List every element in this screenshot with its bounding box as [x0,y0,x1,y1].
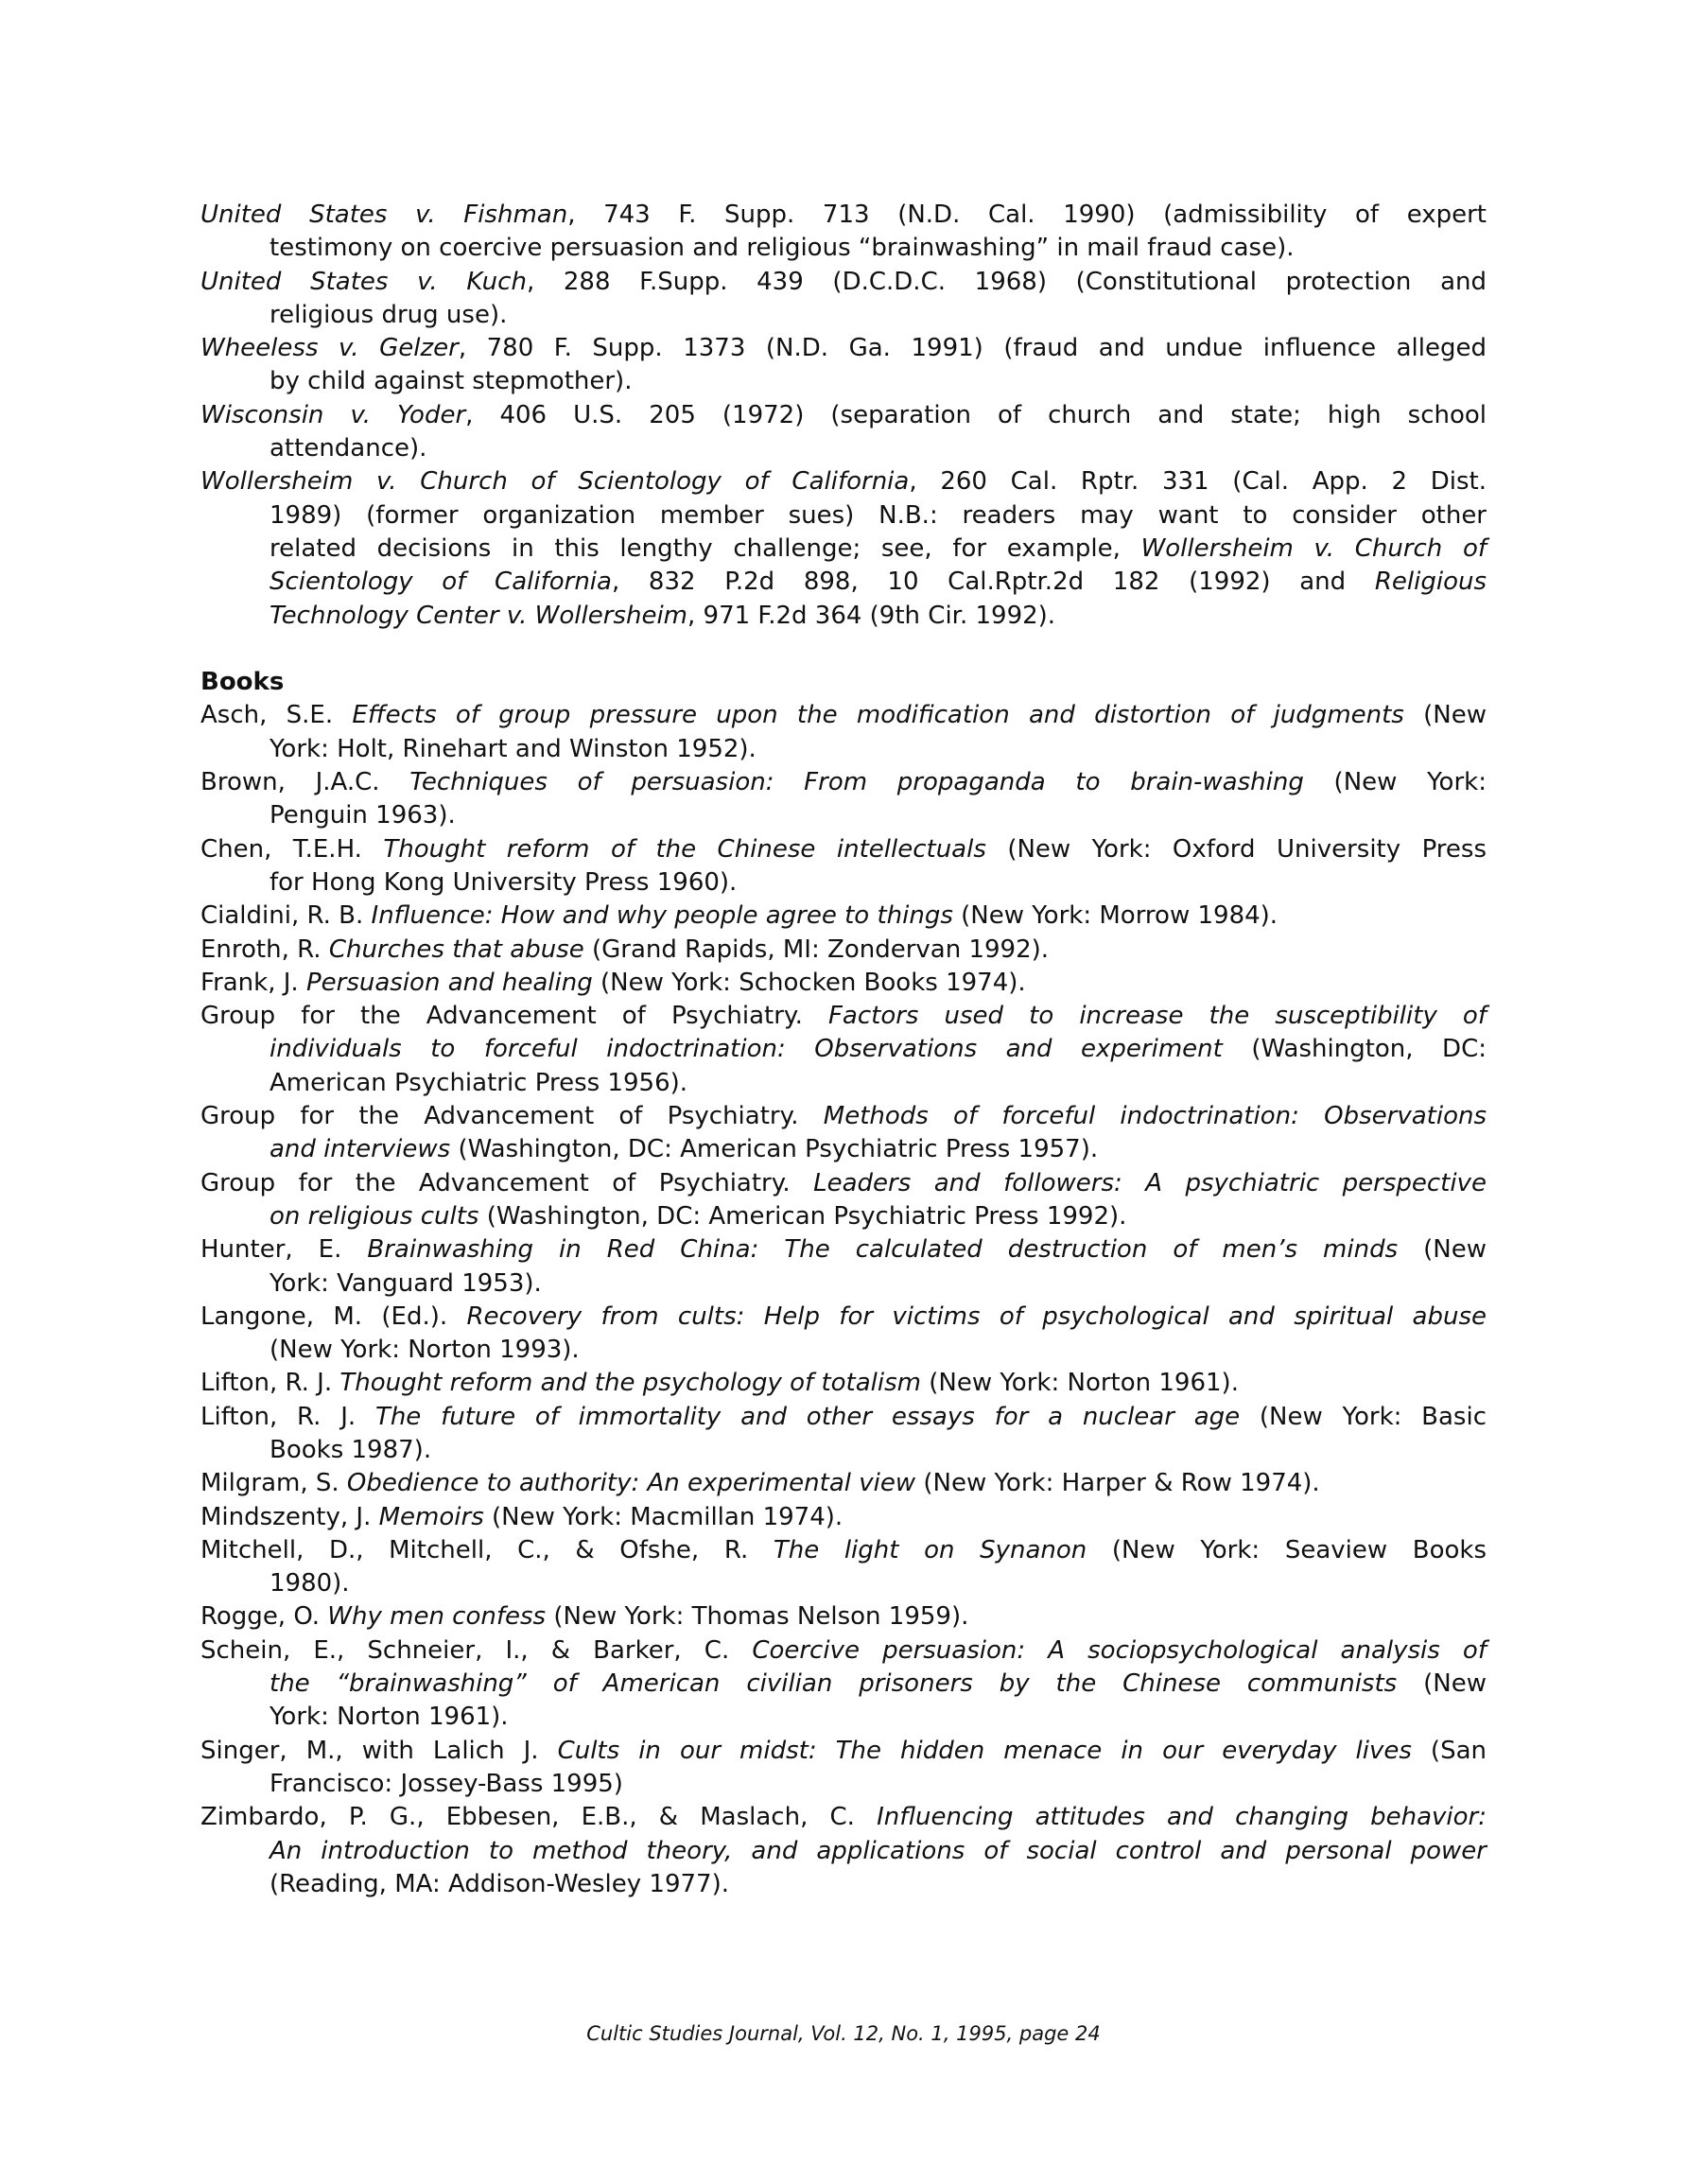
citation-text: Singer, M., with Lalich J. [200,1736,558,1765]
citation-text: (New York: Harper & Row 1974). [915,1469,1320,1498]
book-citation-entry [200,1000,1487,1100]
entry-line [200,199,1487,232]
citation-text: , 832 P.2d 898, 10 Cal.Rptr.2d 182 (1992) and [611,568,1375,597]
citation-text: Mitchell, D., Mitchell, C., & Ofshe, R. [200,1535,774,1564]
citation-text: (New York: Basic [1240,1402,1487,1431]
book-citation-entry [200,699,1487,766]
italic-title-text: Techniques of persuasion: From propaganda to brain-washing [409,768,1304,797]
entry-line [200,900,1487,933]
book-citation-entry [200,1233,1487,1301]
entry-line [200,766,1487,799]
entry-line [200,1868,1487,1901]
italic-title-text: Why men confess [327,1602,547,1632]
citation-text: Schein, E., Schneier, I., & Barker, C. [200,1635,753,1665]
entry-line [200,1835,1487,1868]
italic-title-text: Thought reform and the psychology of totalism [339,1369,921,1398]
citation-text: (Grand Rapids, MI: Zondervan 1992). [583,935,1050,964]
italic-title-text: Persuasion and healing [305,968,593,997]
italic-title-text: The light on Synanon [773,1535,1087,1564]
citation-text: (New York: Oxford University Press [985,834,1487,864]
italic-title-text: Wollersheim v. Church of Scientology of California [200,467,910,497]
entry-line [200,733,1487,766]
citation-text: (San [1411,1736,1487,1765]
entry-line [200,1067,1487,1100]
italic-title-text: the “brainwashing” of American civilian prisoners by the Chinese communists [270,1669,1398,1699]
italic-title-text: The future of immortality and other essays for a nuclear age [374,1402,1241,1431]
citation-text: Langone, M. (Ed.). [200,1302,467,1331]
italic-title-text: and interviews [270,1135,451,1164]
citation-text: attendance). [270,434,427,463]
entry-line [200,1600,1487,1634]
case-citation-entry [200,199,1487,266]
entry-line [200,266,1487,299]
book-citation-entry [200,1467,1487,1500]
entry-line [200,1534,1487,1567]
entry-line [200,1735,1487,1768]
citation-text: , 743 F. Supp. 713 (N.D. Cal. 1990) (admissibility of expert [567,201,1487,229]
entry-line [200,1434,1487,1467]
entry-line [200,866,1487,900]
case-citation-entry [200,399,1487,466]
book-citation-entry [200,1600,1487,1634]
citation-text: (Washington, DC: American Psychiatric Press 1957). [450,1135,1099,1164]
book-citation-entry [200,1534,1487,1601]
legal-cases-list [200,199,1487,633]
italic-title-text: Obedience to authority: An experimental view [346,1469,916,1498]
book-citation-entry [200,1634,1487,1735]
italic-title-text: Wollersheim v. Church of [1140,533,1487,563]
entry-line [200,1200,1487,1233]
italic-title-text: Technology Center v. Wollersheim [270,601,687,630]
entry-line [200,1567,1487,1600]
case-citation-entry [200,332,1487,399]
citation-text: , 288 F.Supp. 439 (D.C.D.C. 1968) (Constitutional protection and [526,267,1487,296]
citation-text: Rogge, O. [200,1602,328,1632]
citation-text: (New York: Norton 1961). [921,1369,1239,1398]
book-citation-entry [200,1367,1487,1400]
entry-line [200,299,1487,332]
italic-title-text: Wheeless v. Gelzer [200,334,459,363]
entry-line [200,1668,1487,1701]
entry-line [200,399,1487,432]
citation-text: Lifton, R. J. [200,1369,340,1398]
italic-title-text: Leaders and followers: A psychiatric perspective [813,1168,1487,1197]
italic-title-text: Recovery from cults: Help for victims of psychological and spiritual abuse [466,1302,1487,1331]
citation-text: Brown, J.A.C. [200,768,410,797]
italic-title-text: An introduction to method theory, and applications of social control and personal power [270,1836,1487,1865]
entry-line [200,1233,1487,1267]
citation-text: (New York: Thomas Nelson 1959). [546,1602,969,1632]
book-citation-entry [200,1801,1487,1901]
entry-line [200,699,1487,732]
bibliography-content [200,199,1487,1901]
entry-line [200,1100,1487,1133]
citation-text: Books 1987). [270,1435,432,1464]
entry-line [200,1334,1487,1367]
italic-title-text: Cults in our midst: The hidden menace in our everyday lives [557,1736,1412,1765]
entry-line [200,232,1487,265]
citation-text: , 971 F.2d 364 (9th Cir. 1992). [687,601,1056,630]
italic-title-text: Memoirs [378,1502,484,1531]
citation-text: Cialdini, R. B. [200,901,372,931]
citation-text: , 780 F. Supp. 1373 (N.D. Ga. 1991) (fraud and undue influence alleged [458,334,1487,363]
citation-text: testimony on coercive persuasion and religious “brainwashing” in mail fraud case). [270,234,1295,263]
book-citation-entry [200,1100,1487,1167]
citation-text: (New [1398,1235,1487,1265]
italic-title-text: Influencing attitudes and changing behavior: [877,1803,1487,1832]
citation-text: (New [1397,1669,1487,1699]
citation-text: 1980). [270,1569,350,1599]
books-section-heading: Books [200,668,285,697]
entry-line [200,1701,1487,1734]
citation-text: (Washington, DC: American Psychiatric Press 1992). [478,1201,1127,1231]
citation-text: Frank, J. [200,968,306,997]
citation-text: (New York: Schocken Books 1974). [592,968,1026,997]
italic-title-text: Scientology of California [270,568,612,597]
citation-text: Penguin 1963). [270,801,456,830]
book-citation-entry [200,1501,1487,1534]
entry-line [200,1401,1487,1434]
citation-text: 1989) (former organization member sues) N.B.: readers may want to consider other [270,500,1487,530]
case-citation-entry [200,266,1487,333]
citation-text: , 406 U.S. 205 (1972) (separation of church and state; high school [465,400,1487,429]
citation-text: American Psychiatric Press 1956). [270,1068,688,1097]
italic-title-text: United States v. Fishman [200,201,568,229]
book-citation-entry [200,1167,1487,1234]
entry-line [200,1133,1487,1166]
book-citation-entry [200,934,1487,967]
entry-line [200,1301,1487,1334]
book-citation-entry [200,766,1487,833]
citation-text: (Reading, MA: Addison-Wesley 1977). [270,1869,729,1898]
citation-text: Group for the Advancement of Psychiatry. [200,1102,824,1131]
italic-title-text: individuals to forceful indoctrination: Observations and experiment [270,1035,1223,1064]
citation-text: related decisions in this lengthy challenge; see, for example, [270,533,1141,563]
italic-title-text: Coercive persuasion: A sociopsychological analysis of [752,1635,1487,1665]
citation-text: religious drug use). [270,300,508,329]
citation-text: Francisco: Jossey-Bass 1995) [270,1769,623,1798]
book-citation-entry [200,967,1487,1000]
entry-line [200,1267,1487,1301]
citation-text: by child against stepmother). [270,367,633,396]
entry-line [200,1501,1487,1534]
entry-line [200,799,1487,832]
entry-line [200,1634,1487,1668]
citation-text: Zimbardo, P. G., Ebbesen, E.B., & Maslach, C. [200,1803,878,1832]
book-citation-entry [200,833,1487,900]
italic-title-text: Influence: How and why people agree to things [371,901,953,931]
italic-title-text: United States v. Kuch [200,267,527,296]
entry-line [200,1367,1487,1400]
entry-line [200,934,1487,967]
entry-line [200,566,1487,599]
citation-text: , 260 Cal. Rptr. 331 (Cal. App. 2 Dist. [909,467,1487,497]
case-citation-entry [200,465,1487,632]
entry-line [200,365,1487,398]
book-citation-entry [200,1301,1487,1368]
book-citation-entry [200,1401,1487,1468]
entry-line [200,1768,1487,1801]
citation-text: for Hong Kong University Press 1960). [270,867,738,897]
entry-line [200,1801,1487,1834]
entry-line [200,1033,1487,1066]
italic-title-text: Religious [1374,568,1487,597]
entry-line [200,967,1487,1000]
entry-line [200,533,1487,566]
citation-text: York: Vanguard 1953). [270,1268,542,1298]
entry-line [200,332,1487,365]
italic-title-text: Churches that abuse [328,935,584,964]
citation-text: Milgram, S. [200,1469,347,1498]
citation-text: Enroth, R. [200,935,329,964]
section-spacer [200,633,1487,666]
citation-text: (New York: Macmillan 1974). [483,1502,844,1531]
books-list [200,699,1487,1901]
entry-line [200,600,1487,633]
italic-title-text: Methods of forceful indoctrination: Observations [823,1102,1487,1131]
citation-text: Asch, S.E. [200,701,353,730]
italic-title-text: Factors used to increase the susceptibility of [827,1002,1487,1031]
citation-text: (Washington, DC: [1222,1035,1487,1064]
citation-text: Chen, T.E.H. [200,834,384,864]
entry-line [200,432,1487,465]
citation-text: (New [1403,701,1487,730]
italic-title-text: Effects of group pressure upon the modification and distortion of judgments [352,701,1404,730]
book-citation-entry [200,1735,1487,1802]
italic-title-text: on religious cults [270,1201,479,1231]
italic-title-text: Thought reform of the Chinese intellectuals [383,834,986,864]
citation-text: York: Holt, Rinehart and Winston 1952). [270,734,757,763]
entry-line [200,1000,1487,1033]
citation-text: (New York: Seaview Books [1087,1535,1487,1564]
citation-text: (New York: Morrow 1984). [952,901,1278,931]
citation-text: York: Norton 1961). [270,1703,509,1732]
citation-text: Hunter, E. [200,1235,368,1265]
citation-text: Mindszenty, J. [200,1502,379,1531]
citation-text: Group for the Advancement of Psychiatry. [200,1002,828,1031]
italic-title-text: Wisconsin v. Yoder [200,400,466,429]
entry-line [200,465,1487,498]
citation-text: Group for the Advancement of Psychiatry. [200,1168,814,1197]
italic-title-text: Brainwashing in Red China: The calculated destruction of men’s minds [367,1235,1399,1265]
book-citation-entry [200,900,1487,933]
entry-line [200,833,1487,866]
citation-text: (New York: Norton 1993). [270,1336,580,1365]
page-footer: Cultic Studies Journal, Vol. 12, No. 1, 1995, page 24 [586,2022,1101,2045]
entry-line [200,1467,1487,1500]
entry-line [200,1167,1487,1200]
citation-text: Lifton, R. J. [200,1402,375,1431]
entry-line [200,499,1487,533]
citation-text: (New York: [1303,768,1487,797]
